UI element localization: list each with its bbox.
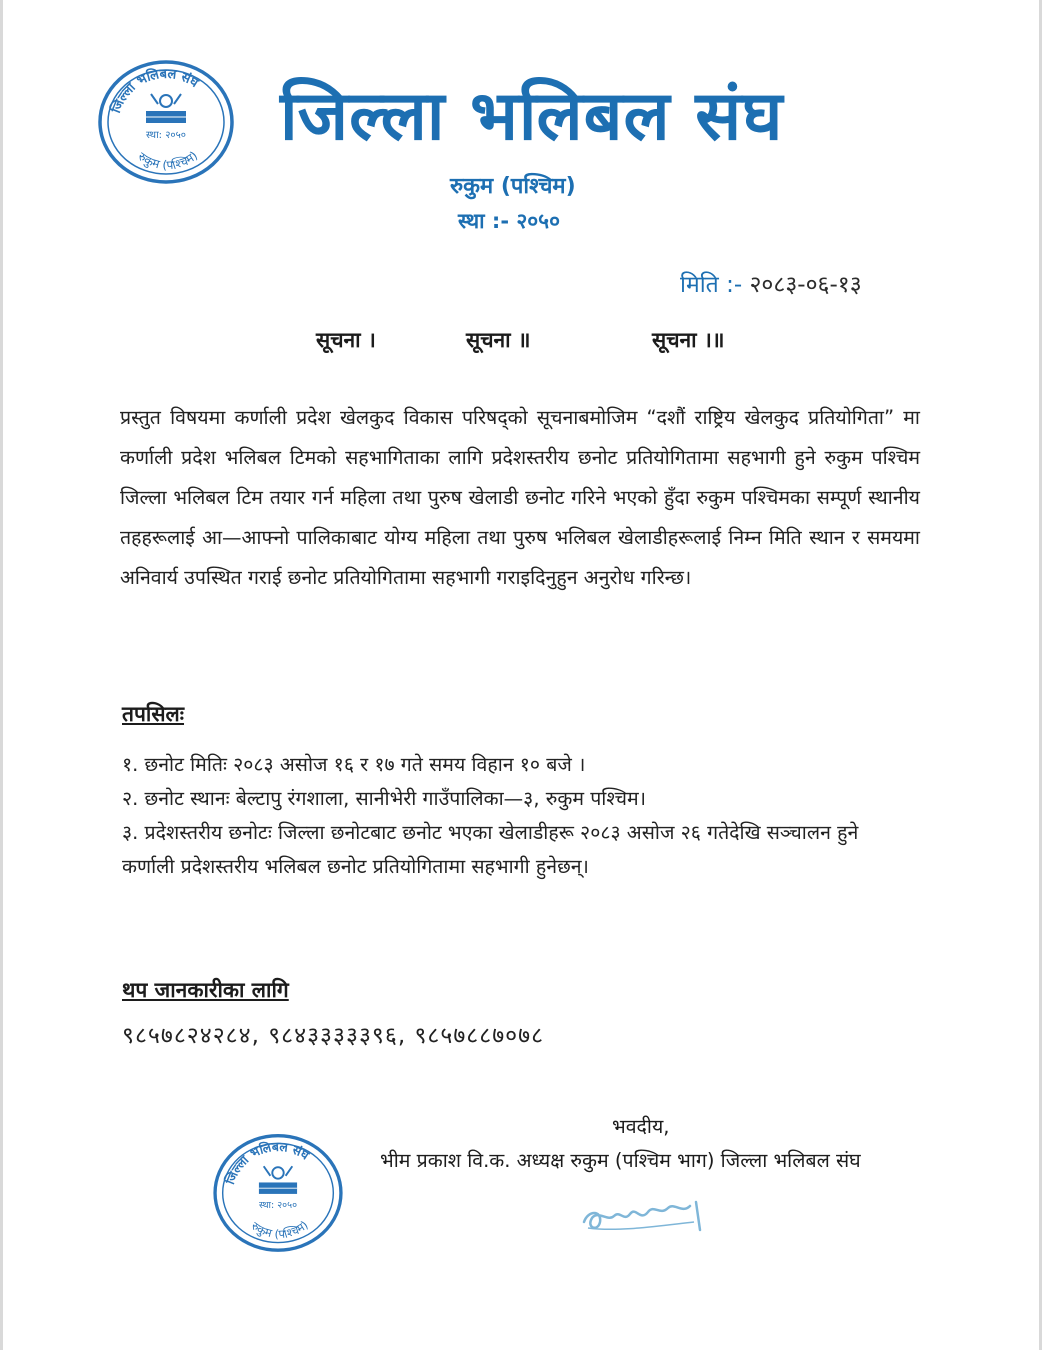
details-item-date: १. छनोट मितिः २०८३ असोज १६ र १७ गते समय विहान १० बजे । — [122, 753, 586, 776]
details-list — [122, 748, 912, 884]
seal-bottom-center-text: स्था: २०५० — [258, 1200, 298, 1212]
seal-center-text: स्था: २०५० — [145, 130, 187, 141]
signer-line: भीम प्रकाश वि.क. अध्यक्ष रुकुम (पश्चिम भाग) जिल्ला भलिबल संघ — [380, 1149, 861, 1172]
organization-subtitle: रुकुम (पश्चिम) — [450, 174, 576, 199]
seal-bottom-text: रुकुम (पश्चिम) — [135, 148, 201, 173]
svg-text:जिल्ला भलिबल संघ — [222, 1139, 313, 1188]
details-heading: तपसिलः — [122, 702, 185, 726]
seal-bottom-bottom-text: रुकुम (पश्चिम) — [248, 1217, 311, 1242]
bottom-seal — [210, 1130, 346, 1254]
seal-graphic — [96, 56, 236, 186]
seal-bottom-top-text: जिल्ला भलिबल संघ — [222, 1138, 313, 1187]
date-value: २०८३-०६-१३ — [749, 272, 862, 298]
contact-heading: थप जानकारीका लागि — [122, 978, 289, 1002]
details-item-provincial: ३. प्रदेशस्तरीय छनोटः जिल्ला छनोटबाट छनोट भएका खेलाडीहरू २०८३ असोज २६ गतेदेखि सञ्चालन हुने कर्णाली प्रदेशस्तरीय भलिबल छनोट प्रतियोगितामा सहभागी हुनेछन्। — [122, 821, 859, 878]
established-year: स्था :- २०५० — [458, 209, 561, 233]
contact-phones: ९८५७८२४२८४, ९८४३३३३३९६, ९८५७८८७०७८ — [122, 1023, 545, 1049]
details-item-venue: २. छनोट स्थानः बेल्टापु रंगशाला, सानीभेरी गाउँपालिका—३, रुकुम पश्चिम। — [122, 787, 647, 810]
notice-heading-3: सूचना ।॥ — [652, 328, 725, 352]
svg-text:जिल्ला भलिबल संघ — [108, 66, 202, 116]
handwritten-signature — [578, 1192, 718, 1246]
organization-title: जिल्ला भलिबल संघ — [280, 77, 784, 156]
date-line — [680, 267, 862, 299]
seal-graphic-bottom — [210, 1130, 346, 1254]
seal-top-text: जिल्ला भलिबल संघ — [108, 66, 201, 116]
closing-salutation: भवदीय, — [612, 1115, 670, 1138]
top-seal — [96, 56, 236, 186]
notice-heading-1: सूचना । — [316, 328, 376, 352]
date-label: मिति :- — [680, 272, 743, 298]
notice-heading-2: सूचना ॥ — [466, 328, 531, 352]
notice-body: प्रस्तुत विषयमा कर्णाली प्रदेश खेलकुद विकास परिषद्को सूचनाबमोजिम “दशौं राष्ट्रिय खेलकुद प्रतियोगिता” मा कर्णाली प्रदेश भलिबल टिमको सहभागिताका लागि प्रदेशस्तरीय छनोट प्रतियोगितामा सहभागी हुने रुकुम पश्चिम जिल्ला भलिबल टिम तयार गर्न महिला तथा पुरुष खेलाडी छनोट गरिने भएको हुँदा रुकुम पश्चिमका सम्पूर्ण स्थानीय तहहरूलाई आ—आफ्नो पालिकाबाट योग्य महिला तथा पुरुष भलिबल खेलाडीहरूलाई निम्न मिति स्थान र समयमा अनिवार्य उपस्थित गराई छनोट प्रतियोगितामा सहभागी गराइदिनुहुन अनुरोध गरिन्छ। — [120, 406, 920, 589]
